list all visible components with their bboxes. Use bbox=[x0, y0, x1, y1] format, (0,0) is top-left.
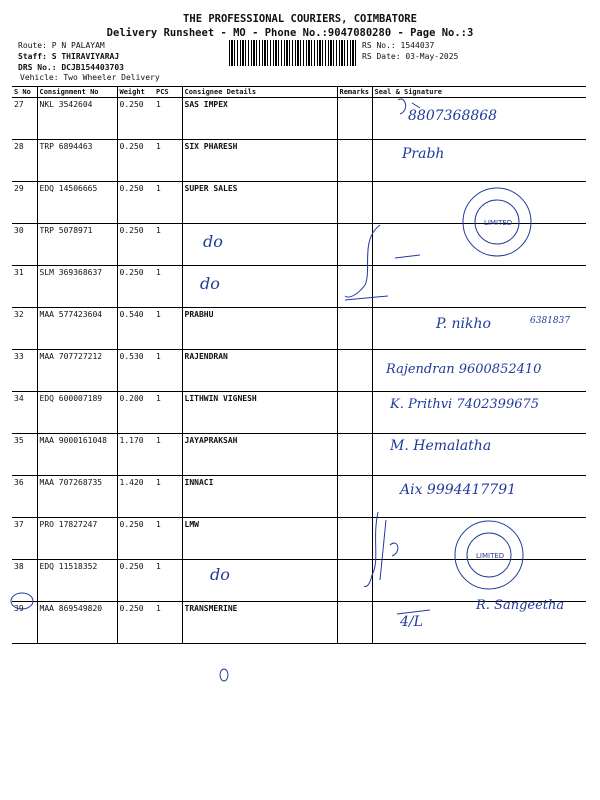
pcs-cell: 1 bbox=[154, 560, 182, 602]
consignee-cell: INNACI bbox=[182, 476, 337, 518]
pcs-cell: 1 bbox=[154, 392, 182, 434]
consignment-cell: EDQ 14506665 bbox=[37, 182, 117, 224]
document-subtitle: Delivery Runsheet - MO - Phone No.:9047080280 - Page No.:3 bbox=[106, 27, 474, 39]
sno-cell: 30 bbox=[12, 224, 37, 266]
remarks-cell bbox=[337, 98, 372, 140]
consignment-cell: PRO 17827247 bbox=[37, 518, 117, 560]
remarks-cell bbox=[337, 224, 372, 266]
pcs-cell: 1 bbox=[154, 224, 182, 266]
rs-date-line: RS Date: 03-May-2025 bbox=[362, 52, 459, 61]
vehicle-value: Two Wheeler Delivery bbox=[63, 73, 160, 82]
pcs-cell: 1 bbox=[154, 266, 182, 308]
table-row bbox=[12, 560, 586, 602]
pcs-cell: 1 bbox=[154, 518, 182, 560]
sno-cell: 39 bbox=[12, 602, 37, 644]
sno-cell: 35 bbox=[12, 434, 37, 476]
rs-no-line: RS No.: 1544037 bbox=[362, 41, 435, 50]
weight-cell: 0.530 bbox=[117, 350, 154, 392]
table-row bbox=[12, 434, 586, 476]
consignee-cell: LMW bbox=[182, 518, 337, 560]
remarks-cell bbox=[337, 392, 372, 434]
weight-cell: 1.420 bbox=[117, 476, 154, 518]
col-remarks: Remarks bbox=[337, 87, 372, 98]
staff-line: Staff: S THIRAVIYARAJ bbox=[18, 52, 120, 61]
pcs-cell: 1 bbox=[154, 182, 182, 224]
consignment-cell: TRP 5078971 bbox=[37, 224, 117, 266]
signature-cell bbox=[372, 182, 586, 224]
weight-cell: 0.540 bbox=[117, 308, 154, 350]
remarks-cell bbox=[337, 518, 372, 560]
svg-text:LIMITED: LIMITED bbox=[476, 552, 505, 560]
handwritten-ditto: do bbox=[203, 232, 223, 251]
sno-cell: 29 bbox=[12, 182, 37, 224]
consignment-cell: SLM 369368637 bbox=[37, 266, 117, 308]
weight-cell: 0.250 bbox=[117, 518, 154, 560]
table-header-row bbox=[12, 87, 586, 98]
handwritten-signature: Aix 9994417791 bbox=[400, 482, 517, 498]
weight-cell: 1.170 bbox=[117, 434, 154, 476]
consignment-cell: MAA 869549820 bbox=[37, 602, 117, 644]
consignee-cell: JAYAPRAKSAH bbox=[182, 434, 337, 476]
barcode bbox=[229, 40, 357, 66]
rs-date-value: 03-May-2025 bbox=[405, 52, 459, 61]
table-row bbox=[12, 182, 586, 224]
pcs-cell: 1 bbox=[154, 140, 182, 182]
remarks-cell bbox=[337, 182, 372, 224]
remarks-cell bbox=[337, 266, 372, 308]
sno-cell: 31 bbox=[12, 266, 37, 308]
consignee-cell: SAS IMPEX bbox=[182, 98, 337, 140]
svg-text:LIMITED: LIMITED bbox=[484, 219, 513, 227]
handwritten-signature: Rajendran 9600852410 bbox=[386, 362, 542, 377]
consignment-cell: TRP 6894463 bbox=[37, 140, 117, 182]
consignment-cell: MAA 577423604 bbox=[37, 308, 117, 350]
route-line: Route: P N PALAYAM bbox=[18, 41, 105, 50]
remarks-cell bbox=[337, 308, 372, 350]
table-row bbox=[12, 224, 586, 266]
col-sno: S No bbox=[12, 87, 37, 98]
remarks-cell bbox=[337, 602, 372, 644]
handwritten-phone: 6381837 bbox=[530, 316, 571, 326]
pcs-cell: 1 bbox=[154, 308, 182, 350]
signature-cell bbox=[372, 266, 586, 308]
handwritten-signature: Prabh bbox=[402, 146, 445, 162]
vehicle-line: Vehicle: Two Wheeler Delivery bbox=[20, 73, 160, 82]
weight-cell: 0.250 bbox=[117, 224, 154, 266]
consignee-cell: TRANSMERINE bbox=[182, 602, 337, 644]
handwritten-signature: M. Hemalatha bbox=[390, 438, 492, 454]
remarks-cell bbox=[337, 350, 372, 392]
consignee-cell: SUPER SALES bbox=[182, 182, 337, 224]
col-signature: Seal & Signature bbox=[372, 87, 586, 98]
consignee-cell: PRABHU bbox=[182, 308, 337, 350]
pcs-cell: 1 bbox=[154, 350, 182, 392]
col-weight: Weight bbox=[117, 87, 154, 98]
weight-cell: 0.200 bbox=[117, 392, 154, 434]
signature-cell bbox=[372, 560, 586, 602]
remarks-cell bbox=[337, 476, 372, 518]
consignment-cell: EDQ 11518352 bbox=[37, 560, 117, 602]
sno-cell: 37 bbox=[12, 518, 37, 560]
weight-cell: 0.250 bbox=[117, 266, 154, 308]
consignee-cell: LITHWIN VIGNESH bbox=[182, 392, 337, 434]
rs-no-value: 1544037 bbox=[400, 41, 435, 50]
consignee-cell: RAJENDRAN bbox=[182, 350, 337, 392]
table-row bbox=[12, 140, 586, 182]
weight-cell: 0.250 bbox=[117, 182, 154, 224]
stray-mark-icon bbox=[220, 669, 228, 681]
col-pcs: PCS bbox=[154, 87, 182, 98]
col-consignment: Consignment No bbox=[37, 87, 117, 98]
sno-cell: 38 bbox=[12, 560, 37, 602]
handwritten-signature: K. Prithvi 7402399675 bbox=[390, 397, 540, 412]
handwritten-signature: R. Sangeetha bbox=[476, 598, 565, 613]
signature-cell bbox=[372, 518, 586, 560]
remarks-cell bbox=[337, 434, 372, 476]
pcs-cell: 1 bbox=[154, 434, 182, 476]
drs-line: DRS No.: DCJB154403703 bbox=[18, 63, 124, 72]
consignment-cell: NKL 3542604 bbox=[37, 98, 117, 140]
remarks-cell bbox=[337, 140, 372, 182]
pcs-cell: 1 bbox=[154, 98, 182, 140]
consignment-cell: MAA 9000161048 bbox=[37, 434, 117, 476]
consignment-cell: MAA 707727212 bbox=[37, 350, 117, 392]
staff-value: S THIRAVIYARAJ bbox=[51, 52, 120, 61]
col-consignee: Consignee Details bbox=[182, 87, 337, 98]
sno-cell: 32 bbox=[12, 308, 37, 350]
pcs-cell: 1 bbox=[154, 602, 182, 644]
handwritten-mark: 4/L bbox=[400, 614, 423, 630]
handwritten-ditto: do bbox=[210, 565, 230, 584]
sno-cell: 34 bbox=[12, 392, 37, 434]
signature-cell bbox=[372, 224, 586, 266]
weight-cell: 0.250 bbox=[117, 560, 154, 602]
sno-cell: 28 bbox=[12, 140, 37, 182]
pcs-cell: 1 bbox=[154, 476, 182, 518]
consignee-cell bbox=[182, 560, 337, 602]
remarks-cell bbox=[337, 560, 372, 602]
table-row bbox=[12, 98, 586, 140]
weight-cell: 0.250 bbox=[117, 98, 154, 140]
weight-cell: 0.250 bbox=[117, 140, 154, 182]
weight-cell: 0.250 bbox=[117, 602, 154, 644]
route-value: P N PALAYAM bbox=[51, 41, 105, 50]
document-title: THE PROFESSIONAL COURIERS, COIMBATORE bbox=[183, 13, 417, 25]
handwritten-phone: 8807368868 bbox=[408, 108, 498, 124]
handwritten-signature: P. nikho bbox=[436, 316, 491, 332]
sno-cell: 36 bbox=[12, 476, 37, 518]
table-row bbox=[12, 518, 586, 560]
handwritten-ditto: do bbox=[200, 274, 220, 293]
sno-cell: 33 bbox=[12, 350, 37, 392]
table-row bbox=[12, 308, 586, 350]
consignment-cell: EDQ 600007189 bbox=[37, 392, 117, 434]
sno-cell: 27 bbox=[12, 98, 37, 140]
consignee-cell: SIX PHARESH bbox=[182, 140, 337, 182]
drs-value: DCJB154403703 bbox=[61, 63, 124, 72]
consignment-cell: MAA 707268735 bbox=[37, 476, 117, 518]
table-row bbox=[12, 266, 586, 308]
